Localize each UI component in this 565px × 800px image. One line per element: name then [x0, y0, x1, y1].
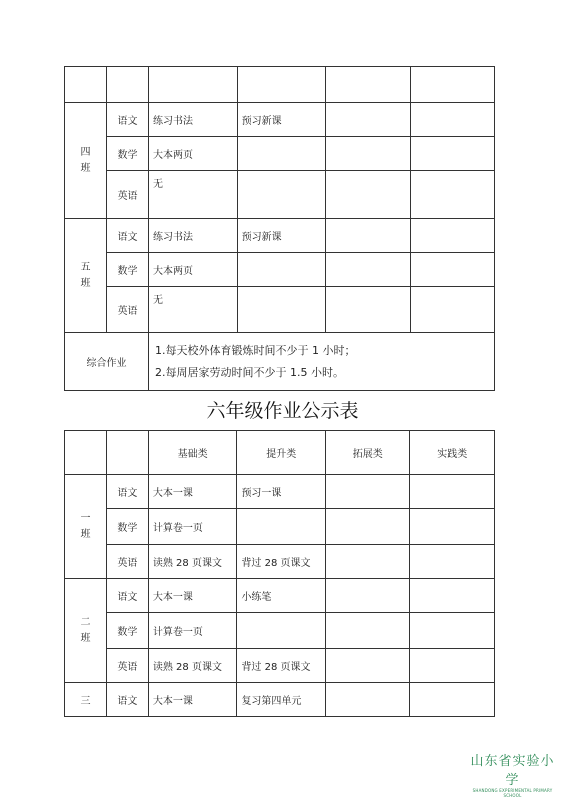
advanced-cell: [237, 137, 326, 171]
table-cell: [326, 649, 410, 683]
header-row: [65, 431, 495, 475]
basic-cell: 无: [149, 171, 238, 219]
advanced-cell: 背过 28 页课文: [237, 545, 326, 579]
homework-table-grade6: [64, 430, 495, 717]
table-cell: [149, 67, 238, 103]
table-cell: [326, 219, 410, 253]
subject-cell: 英语: [106, 649, 148, 683]
advanced-cell: 预习新课: [237, 219, 326, 253]
table-cell: [410, 545, 495, 579]
table-cell: [410, 137, 494, 171]
table-row: [65, 475, 495, 509]
advanced-cell: [237, 509, 326, 545]
table-row: [65, 613, 495, 649]
table-cell: [326, 103, 410, 137]
table-cell: [237, 67, 326, 103]
basic-cell: 计算卷一页: [148, 509, 237, 545]
school-logo-subtext: SHANDONG EXPERIMENTAL PRIMARY SCHOOL: [472, 788, 553, 798]
school-logo-text: 山东省实验小学: [470, 754, 555, 788]
table-cell: [410, 475, 495, 509]
school-logo: [470, 750, 555, 798]
basic-cell: 读熟 28 页课文: [148, 649, 237, 683]
table-row: [65, 545, 495, 579]
basic-cell: 计算卷一页: [148, 613, 237, 649]
table-cell: [410, 219, 494, 253]
table-cell: [326, 137, 410, 171]
summary-line: 1.每天校外体育锻炼时间不少于 1 小时；: [155, 343, 356, 357]
table-row: [65, 171, 495, 219]
advanced-cell: [237, 253, 326, 287]
homework-table-top: [64, 66, 495, 391]
subject-cell: 数学: [107, 253, 149, 287]
basic-cell: 大本两页: [149, 137, 238, 171]
table-cell: [326, 475, 410, 509]
basic-cell: 大本一课: [148, 475, 237, 509]
basic-cell: 练习书法: [149, 219, 238, 253]
basic-cell: 大本一课: [148, 683, 237, 717]
class-label: 三: [65, 683, 107, 717]
table-cell: [326, 67, 410, 103]
table-cell: [410, 579, 495, 613]
table-cell: [326, 579, 410, 613]
table-row: [65, 287, 495, 333]
class-label: 一 班: [65, 475, 107, 579]
subject-cell: 语文: [106, 579, 148, 613]
basic-cell: 大本两页: [149, 253, 238, 287]
advanced-cell: [237, 171, 326, 219]
table-cell: [65, 431, 107, 475]
table-cell: [326, 509, 410, 545]
basic-cell: 无: [149, 287, 238, 333]
summary-notes: [149, 333, 495, 391]
advanced-cell: [237, 613, 326, 649]
advanced-cell: 复习第四单元: [237, 683, 326, 717]
table-row: [65, 649, 495, 683]
table-cell: [410, 171, 494, 219]
table-title: 六年级作业公示表: [206, 400, 359, 422]
table-cell: [410, 103, 494, 137]
subject-cell: 英语: [106, 545, 148, 579]
subject-cell: 数学: [106, 613, 148, 649]
table-cell: [65, 67, 107, 103]
table-row: [65, 509, 495, 545]
advanced-cell: [237, 287, 326, 333]
table-cell: [410, 683, 495, 717]
table-cell: [326, 683, 410, 717]
subject-cell: 数学: [107, 137, 149, 171]
header-basic: 基础类: [148, 431, 237, 475]
advanced-cell: 背过 28 页课文: [237, 649, 326, 683]
subject-cell: 英语: [107, 287, 149, 333]
table-row: [65, 219, 495, 253]
table-cell: [326, 545, 410, 579]
table-cell: [410, 613, 495, 649]
table-cell: [326, 287, 410, 333]
table-cell: [106, 431, 148, 475]
subject-cell: 语文: [107, 103, 149, 137]
table-cell: [326, 171, 410, 219]
table-row: [65, 103, 495, 137]
advanced-cell: 预习一课: [237, 475, 326, 509]
advanced-cell: 小练笔: [237, 579, 326, 613]
class-label: 五 班: [65, 219, 107, 333]
header-extension: 拓展类: [326, 431, 410, 475]
table-cell: [410, 509, 495, 545]
table-cell: [410, 67, 494, 103]
summary-label: 综合作业: [65, 333, 149, 391]
table-cell: [410, 649, 495, 683]
advanced-cell: 预习新课: [237, 103, 326, 137]
table-row: [65, 137, 495, 171]
table-cell: [326, 613, 410, 649]
summary-line: 2.每周居家劳动时间不少于 1.5 小时。: [155, 365, 344, 379]
class-label: 二 班: [65, 579, 107, 683]
basic-cell: 练习书法: [149, 103, 238, 137]
header-practice: 实践类: [410, 431, 495, 475]
class-label: 四 班: [65, 103, 107, 219]
table-row: [65, 333, 495, 391]
table-cell: [410, 253, 494, 287]
table-row: [65, 67, 495, 103]
subject-cell: 语文: [107, 219, 149, 253]
subject-cell: 语文: [106, 475, 148, 509]
subject-cell: 数学: [106, 509, 148, 545]
header-advanced: 提升类: [237, 431, 326, 475]
subject-cell: 语文: [106, 683, 148, 717]
table-row: [65, 253, 495, 287]
table-row: [65, 683, 495, 717]
table-cell: [410, 287, 494, 333]
table-cell: [107, 67, 149, 103]
basic-cell: 大本一课: [148, 579, 237, 613]
basic-cell: 读熟 28 页课文: [148, 545, 237, 579]
subject-cell: 英语: [107, 171, 149, 219]
table-row: [65, 579, 495, 613]
table-cell: [326, 253, 410, 287]
